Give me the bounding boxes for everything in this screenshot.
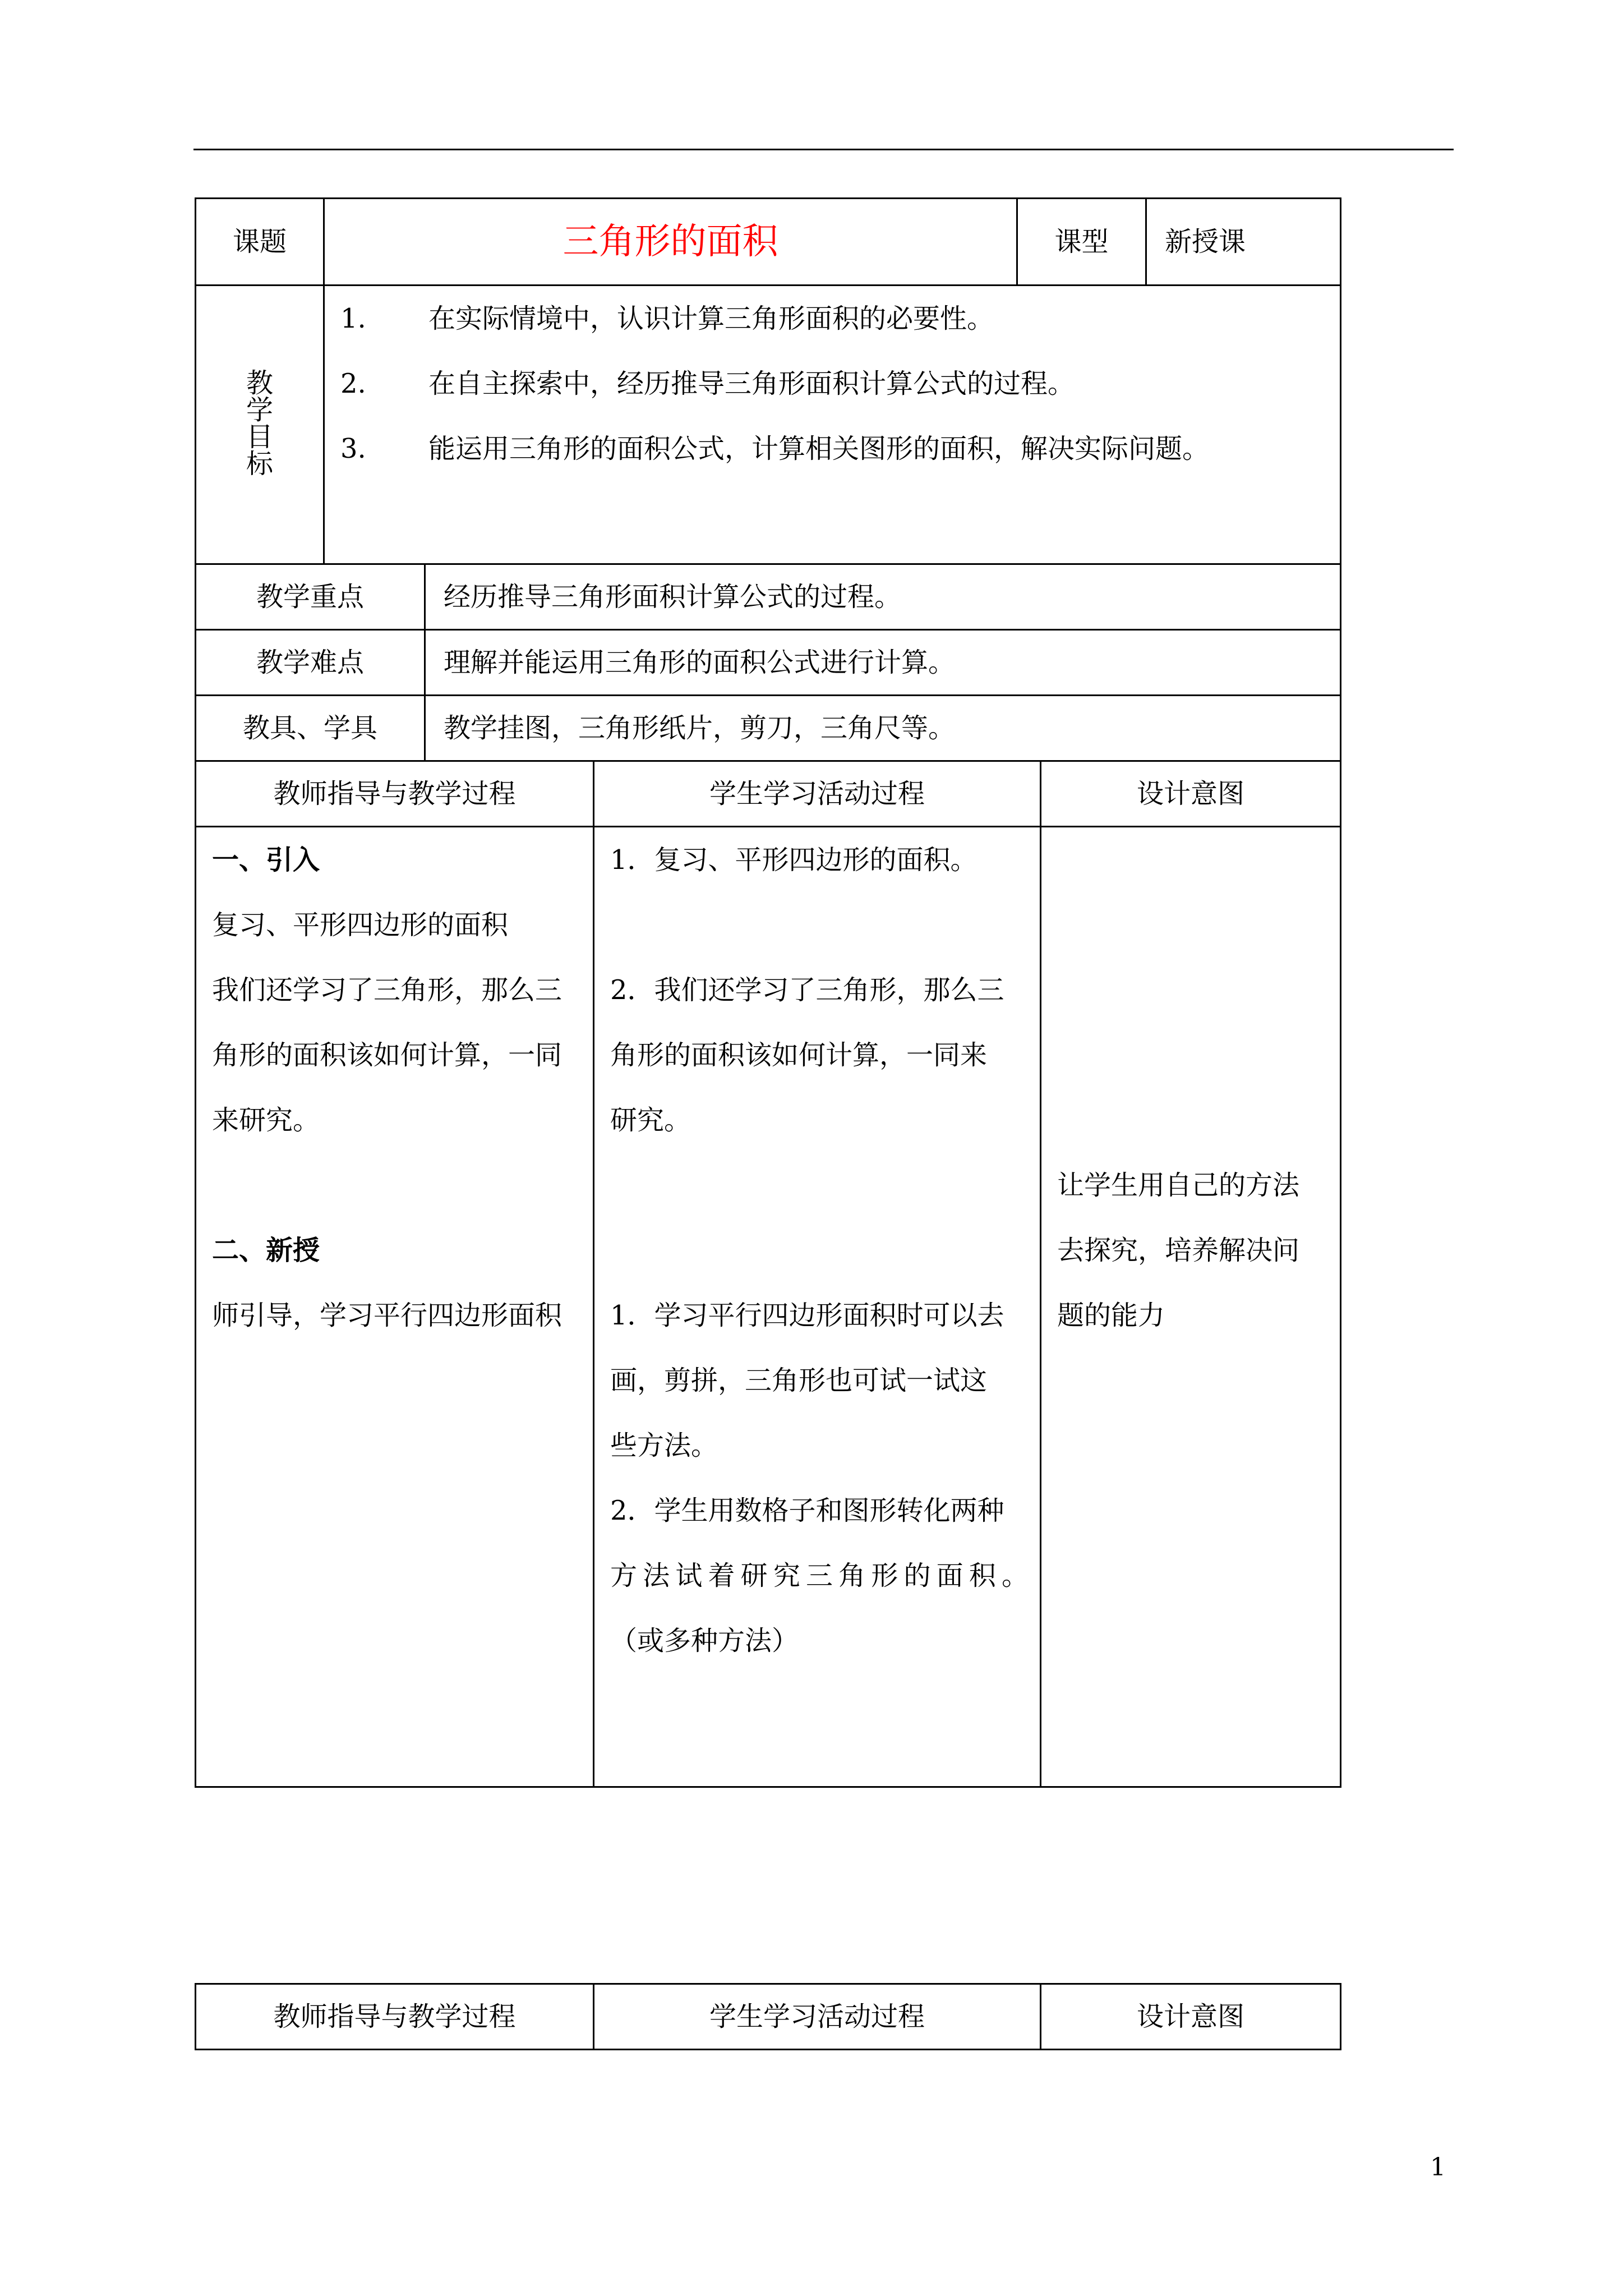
process-table [195,760,1341,1788]
lesson-info-table [195,197,1341,762]
tools-label: 教具、学具 [196,696,425,761]
teacher-line: 来研究。 [212,1105,320,1136]
intent-line: 去探究，培养解决问 [1057,1235,1300,1266]
difficulty-value: 理解并能运用三角形的面积公式进行计算。 [425,630,1341,696]
intent-line: 题的能力 [1057,1300,1165,1331]
section-new-heading: 二、新授 [212,1235,320,1266]
student-line: 2．我们还学习了三角形，那么三 [610,974,1004,1006]
section-intro-heading: 一、引入 [212,844,320,876]
tools-value: 教学挂图，三角形纸片，剪刀，三角尺等。 [425,696,1341,761]
design-intent-header: 设计意图 [1041,1984,1341,2050]
lesson-title: 三角形的面积 [324,199,1017,286]
key-point-value: 经历推导三角形面积计算公式的过程。 [425,564,1341,630]
student-line: 2．学生用数格子和图形转化两种 [610,1495,1004,1526]
teacher-process-header: 教师指导与教学过程 [196,1984,594,2050]
type-value: 新授课 [1146,199,1341,286]
teacher-line: 复习、平形四边形的面积 [212,909,509,941]
student-activity-header: 学生学习活动过程 [594,1984,1041,2050]
topic-label: 课题 [196,199,324,286]
type-label: 课型 [1017,199,1146,286]
intent-line: 让学生用自己的方法 [1057,1170,1300,1201]
student-line: 方法试着研究三角形的面积。 [610,1560,1029,1591]
student-line: 画，剪拼，三角形也可试一试这 [610,1365,988,1396]
objectives-list [324,286,1341,564]
student-line: 研究。 [610,1105,691,1136]
objective-item: 1. 在实际情境中，认识计算三角形面积的必要性。 [340,303,994,334]
student-activity-header: 学生学习活动过程 [594,761,1041,827]
design-intent-cell [1041,827,1341,1787]
page-number: 1 [1430,2153,1446,2182]
process-header-table-continued [195,1983,1341,2050]
key-point-label: 教学重点 [196,564,425,630]
student-activity-cell [594,827,1041,1787]
objective-item: 2. 在自主探索中，经历推导三角形面积计算公式的过程。 [340,368,1075,399]
teacher-process-cell [196,827,594,1787]
objective-item: 3. 能运用三角形的面积公式，计算相关图形的面积，解决实际问题。 [340,433,1210,464]
teacher-process-header: 教师指导与教学过程 [196,761,594,827]
teacher-line: 师引导，学习平行四边形面积 [212,1300,562,1331]
teacher-line: 角形的面积该如何计算，一同 [212,1039,562,1071]
student-line: 些方法。 [610,1430,718,1461]
objectives-label: 教学目标 [196,286,324,564]
teacher-line: 我们还学习了三角形，那么三 [212,974,562,1006]
difficulty-label: 教学难点 [196,630,425,696]
header-rule [193,149,1454,150]
design-intent-header: 设计意图 [1041,761,1341,827]
student-line: 1．复习、平形四边形的面积。 [610,844,978,876]
student-line: 角形的面积该如何计算，一同来 [610,1039,988,1071]
student-line: 1．学习平行四边形面积时可以去 [610,1300,1004,1331]
student-line: （或多种方法） [610,1625,799,1657]
